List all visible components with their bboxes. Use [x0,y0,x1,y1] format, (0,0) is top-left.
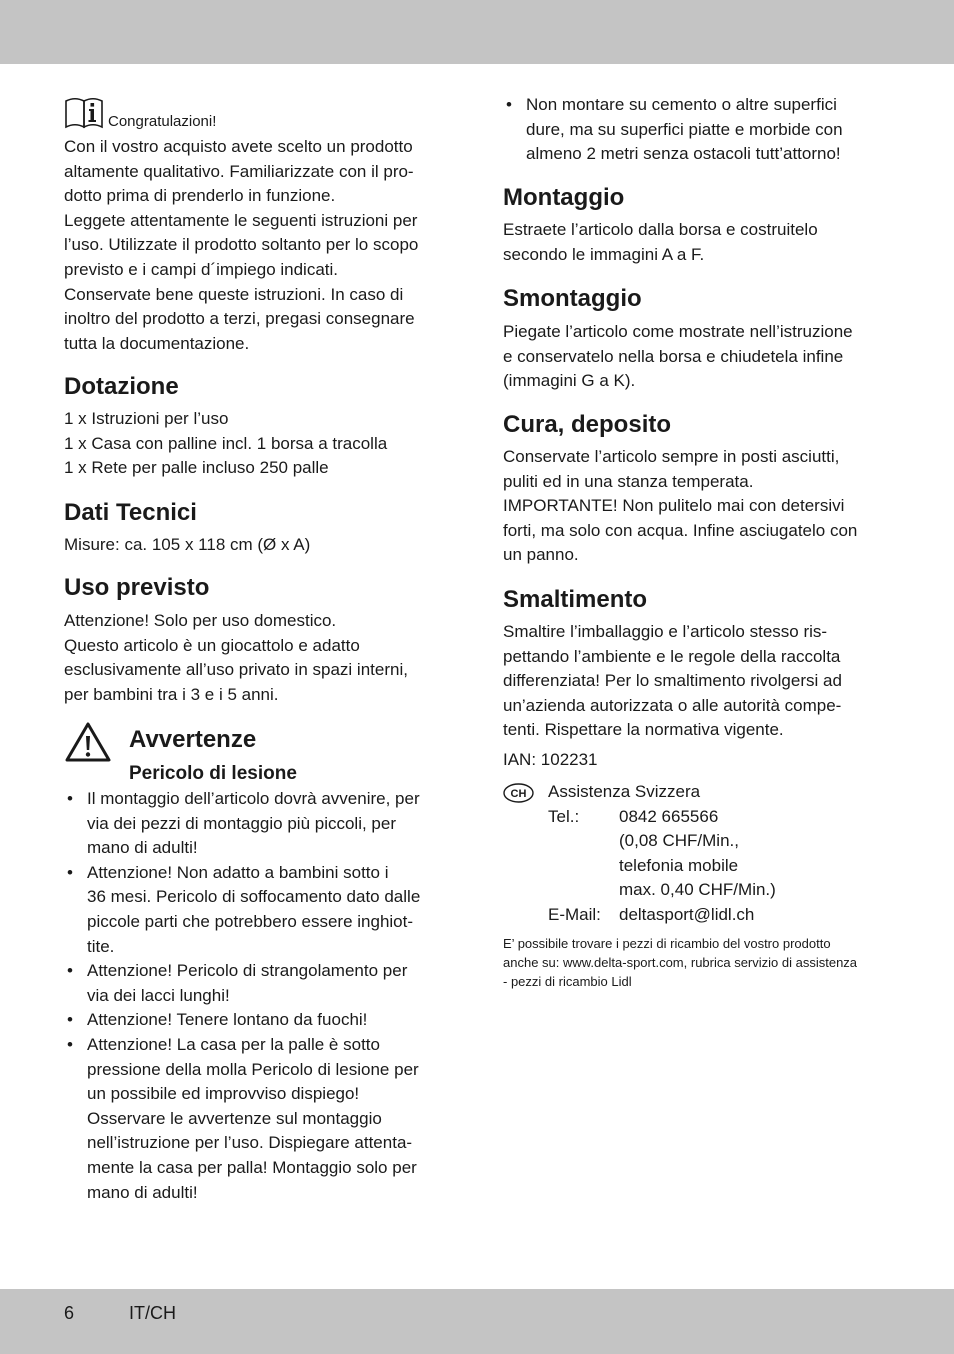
text-line: altamente qualitativo. Familiarizzate con il pro- [64,161,414,181]
text-line: 36 mesi. Pericolo di soffocamento dato dalle [87,887,421,907]
ian-number: IAN: 102231 [503,750,598,769]
text-line: Attenzione! Tenere lontano da fuochi! [87,1010,368,1030]
text-line: un’azienda autorizzata o alle autorità compe- [503,695,842,715]
heading-uso-previsto: Uso previsto [64,574,210,601]
warning-triangle-icon [64,721,112,763]
tel-rate: (0,08 CHF/Min., [619,831,739,851]
text-line: un panno. [503,545,579,565]
text-line: Conservate bene queste istruzioni. In caso di [64,284,404,304]
text-line: Piegate l’articolo come mostrate nell’istruzione [503,322,853,341]
text-line: pressione della molla Pericolo di lesione per [87,1059,419,1079]
list-item [64,1008,454,1033]
text-line: mente la casa per palla! Montaggio solo per [87,1157,417,1177]
text-line: pettando l’ambiente e le regole della raccolta [503,646,841,666]
uso-text [64,609,454,707]
heading-avvertenze: Avvertenze [129,726,257,753]
list-item [64,959,454,1008]
text-line: tite. [87,936,115,956]
email-address[interactable]: deltasport@lidl.ch [619,904,755,924]
text-line: secondo le immagini A a F. [503,244,705,264]
text-line: forti, ma solo con acqua. Infine asciugatelo con [503,520,858,540]
text-line: Questo articolo è un giocattolo e adatto [64,635,360,655]
text-line: piccole parti che potrebbero essere inghiot- [87,911,414,931]
ch-country-badge-icon [503,783,534,803]
cura-text [503,445,893,568]
list-item [64,861,454,959]
text-line: E’ possibile trovare i pezzi di ricambio del vostro prodotto [503,936,831,951]
language-code: IT/CH [129,1303,176,1323]
text-line: Il montaggio dell’articolo dovrà avvenire, per [87,789,420,808]
text-line: e conservatelo nella borsa e chiudetela infine [503,346,844,366]
text-line: almeno 2 metri senza ostacoli tutt’attorno! [526,144,841,164]
list-item [64,787,454,861]
text-line: inoltro del prodotto a terzi, pregasi consegnare [64,309,415,329]
header-bar [0,0,954,64]
subheading-pericolo: Pericolo di lesione [129,763,297,784]
text-line: anche su: www.delta-sport.com, rubrica servizio di assistenza [503,955,858,970]
text-line: Attenzione! Solo per uso domestico. [64,611,337,630]
contact-title: Assistenza Svizzera [548,782,701,801]
email-label: E-Mail: [548,904,601,924]
text-line: mano di adulti! [87,838,198,858]
text-line: - pezzi di ricambio Lidl [503,974,632,989]
text-line: via dei pezzi di montaggio più piccoli, per [87,813,397,833]
text-line: Smaltire l’imballaggio e l’articolo stesso ris- [503,622,828,641]
top-bullet-list [503,93,893,167]
spare-parts-note [503,934,893,991]
tel-rate: telefonia mobile [619,855,739,875]
heading-cura-deposito: Cura, deposito [503,411,672,438]
dati-text [64,533,454,558]
smaltimento-text [503,620,893,743]
tel-label: Tel.: [548,806,580,826]
heading-smontaggio: Smontaggio [503,285,642,312]
text-line: nell’istruzione per l’uso. Dispiegare attenta- [87,1133,413,1153]
montaggio-text [503,218,893,267]
heading-smaltimento: Smaltimento [503,586,648,613]
text-line: 1 x Istruzioni per l’uso [64,409,229,428]
text-line: un possibile ed improvviso dispiego! [87,1084,360,1104]
text-line: per bambini tra i 3 e i 5 anni. [64,684,279,704]
page-number: 6 [64,1303,75,1323]
tel-row-cont [548,854,888,879]
text-line: 1 x Casa con palline incl. 1 borsa a tracolla [64,433,388,453]
text-line: dotto prima di prenderlo in funzione. [64,186,336,206]
tel-row-cont [548,878,888,903]
text-line: differenziata! Per lo smaltimento rivolgersi ad [503,671,842,691]
text-line: puliti ed in una stanza temperata. [503,471,754,491]
warnings-list [64,787,454,1205]
text-line: Osservare le avvertenze sul montaggio [87,1108,382,1128]
text-line: tutta la documentazione. [64,333,250,353]
text-line: (immagini G a K). [503,371,636,391]
dotazione-list [64,407,454,481]
text-line: Attenzione! Pericolo di strangolamento per [87,961,408,981]
text-line: dure, ma su superfici piatte e morbide con [526,119,843,139]
text-line: via dei lacci lunghi! [87,985,230,1005]
tel-number: 0842 665566 [619,806,719,826]
text-line: tenti. Rispettare la normativa vigente. [503,720,784,740]
text-line: Con il vostro acquisto avete scelto un prodotto [64,137,413,156]
text-line: previsto e i campi d´impiego indicati. [64,259,339,279]
contact-block [548,780,888,928]
text-line: Attenzione! Non adatto a bambini sotto i [87,862,389,882]
heading-montaggio: Montaggio [503,184,625,211]
tel-row-cont [548,829,888,854]
intro-title: Congratulazioni! [108,113,217,130]
smontaggio-text [503,320,893,394]
text-line: Estraete l’articolo dalla borsa e costruitelo [503,220,818,239]
tel-row [548,805,888,830]
tel-rate: max. 0,40 CHF/Min.) [619,880,776,900]
text-line: Attenzione! La casa per la palle è sotto [87,1034,380,1054]
text-line: IMPORTANTE! Non pulitelo mai con detersivi [503,496,845,516]
text-line: Misure: ca. 105 x 118 cm (Ø x A) [64,535,311,554]
heading-dotazione: Dotazione [64,373,179,400]
heading-dati-tecnici: Dati Tecnici [64,499,197,526]
text-line: mano di adulti! [87,1182,198,1202]
text-line: Conservate l’articolo sempre in posti asciutti, [503,447,840,466]
text-line: Leggete attentamente le seguenti istruzioni per [64,210,418,230]
ch-badge-text: CH [510,788,527,800]
email-row [548,903,888,928]
text-line: Non montare su cemento o altre superfici [526,95,837,114]
text-line: esclusivamente all’uso privato in spazi interni, [64,660,408,680]
list-item [503,93,893,167]
text-line: l’uso. Utilizzate il prodotto soltanto per lo scopo [64,235,419,255]
list-item [64,1033,454,1205]
info-book-icon [64,97,104,129]
text-line: 1 x Rete per palle incluso 250 palle [64,458,329,478]
intro-text [64,135,454,356]
